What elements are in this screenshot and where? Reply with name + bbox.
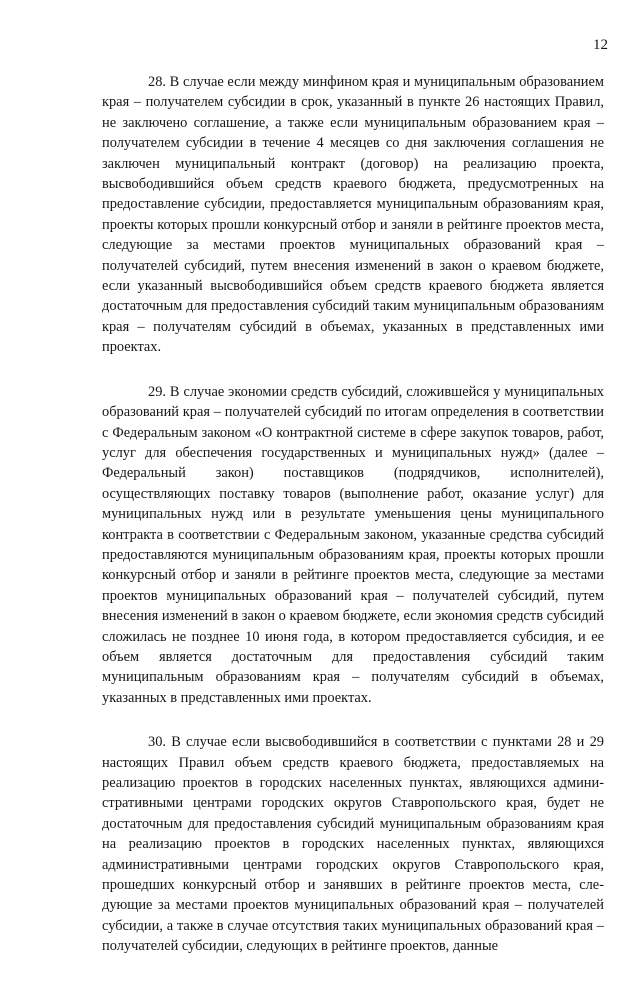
paragraph-29: 29. В случае экономии средств субсидий, сложившейся у муниципальных образований края – получателей субсидий по итогам определения в соответствии с Федеральным законом «О контрактной системе в сфере закупок товаров, работ, услуг для обеспечения государственных и муниципальных нужд» (далее – Федеральный закон) поставщиков (подрядчиков, исполнителей), осуществляющих поставку товаров (выполнение работ, оказание услуг) для муниципальных нужд или в результате уменьшения цены муниципального контракта в соответствии с Федеральным законом, указанные средства субсидий предоставляются муниципальным образованиям края, проекты которых прошли конкурсный отбор и заняли в рейтинге проектов места, следующие за местами проектов муниципальных образований края – получателей субсидий, путем внесения изменений в закон о краевом бюджете, если экономия средств субсидий сложилась не позднее 10 июня года, в котором предоставляется субсидия, и ее объем является достаточным для предоставления субсидий таким муниципальным образованиям края – получателям субсидий в объемах, указанных в представленных ими проектах.	[102, 383, 604, 706]
paragraph-28: 28. В случае если между минфином края и муниципальным образованием края – получателем субсидии в срок, указанный в пункте 26 настоящих Правил, не заключено соглашение, а также если муниципальным образованием края – получателем субсидии в течение 4 месяцев со дня заключения соглашения не заключен муниципальный контракт (договор) на реализацию проекта, высвободившийся объем средств краевого бюджета, предусмотренных на предоставление субсидии, предоставляется муниципальным образованиям края, проекты которых прошли конкурсный отбор и заняли в рейтинге проектов места, следующие за местами проектов муниципальных образований края – получателей субсидий, путем внесения изменений в закон о краевом бюджете, если указанный высвободившийся объем средств краевого бюджета является достаточным для предоставления субсидий таким муниципальным образованиям края – получателям субсидий в объемах, указанных в представленных ими проектах.	[102, 74, 604, 356]
document-body	[102, 72, 604, 981]
paragraph-30: 30. В случае если высвободившийся в соответствии с пунктами 28 и 29 настоящих Правил объем средств краевого бюджета, предоставляемых на реализацию проектов в городских населенных пунктах, являющихся административными центрами городских округов Ставропольского края, будет не достаточным для предоставления субсидий муниципальным образованиям края на реализацию проектов в городских населенных пунктах, являющихся административными центрами городских округов Ставропольского края, прошедших конкурсный отбор и занявших в рейтинге проектов места, следующие за местами проектов муниципальных образований края – получателей субсидии, а также в случае отсутствия таких муниципальных образований края – получателей субсидии, следующих в рейтинге проектов, данные	[102, 734, 604, 955]
page-number: 12	[593, 37, 608, 53]
